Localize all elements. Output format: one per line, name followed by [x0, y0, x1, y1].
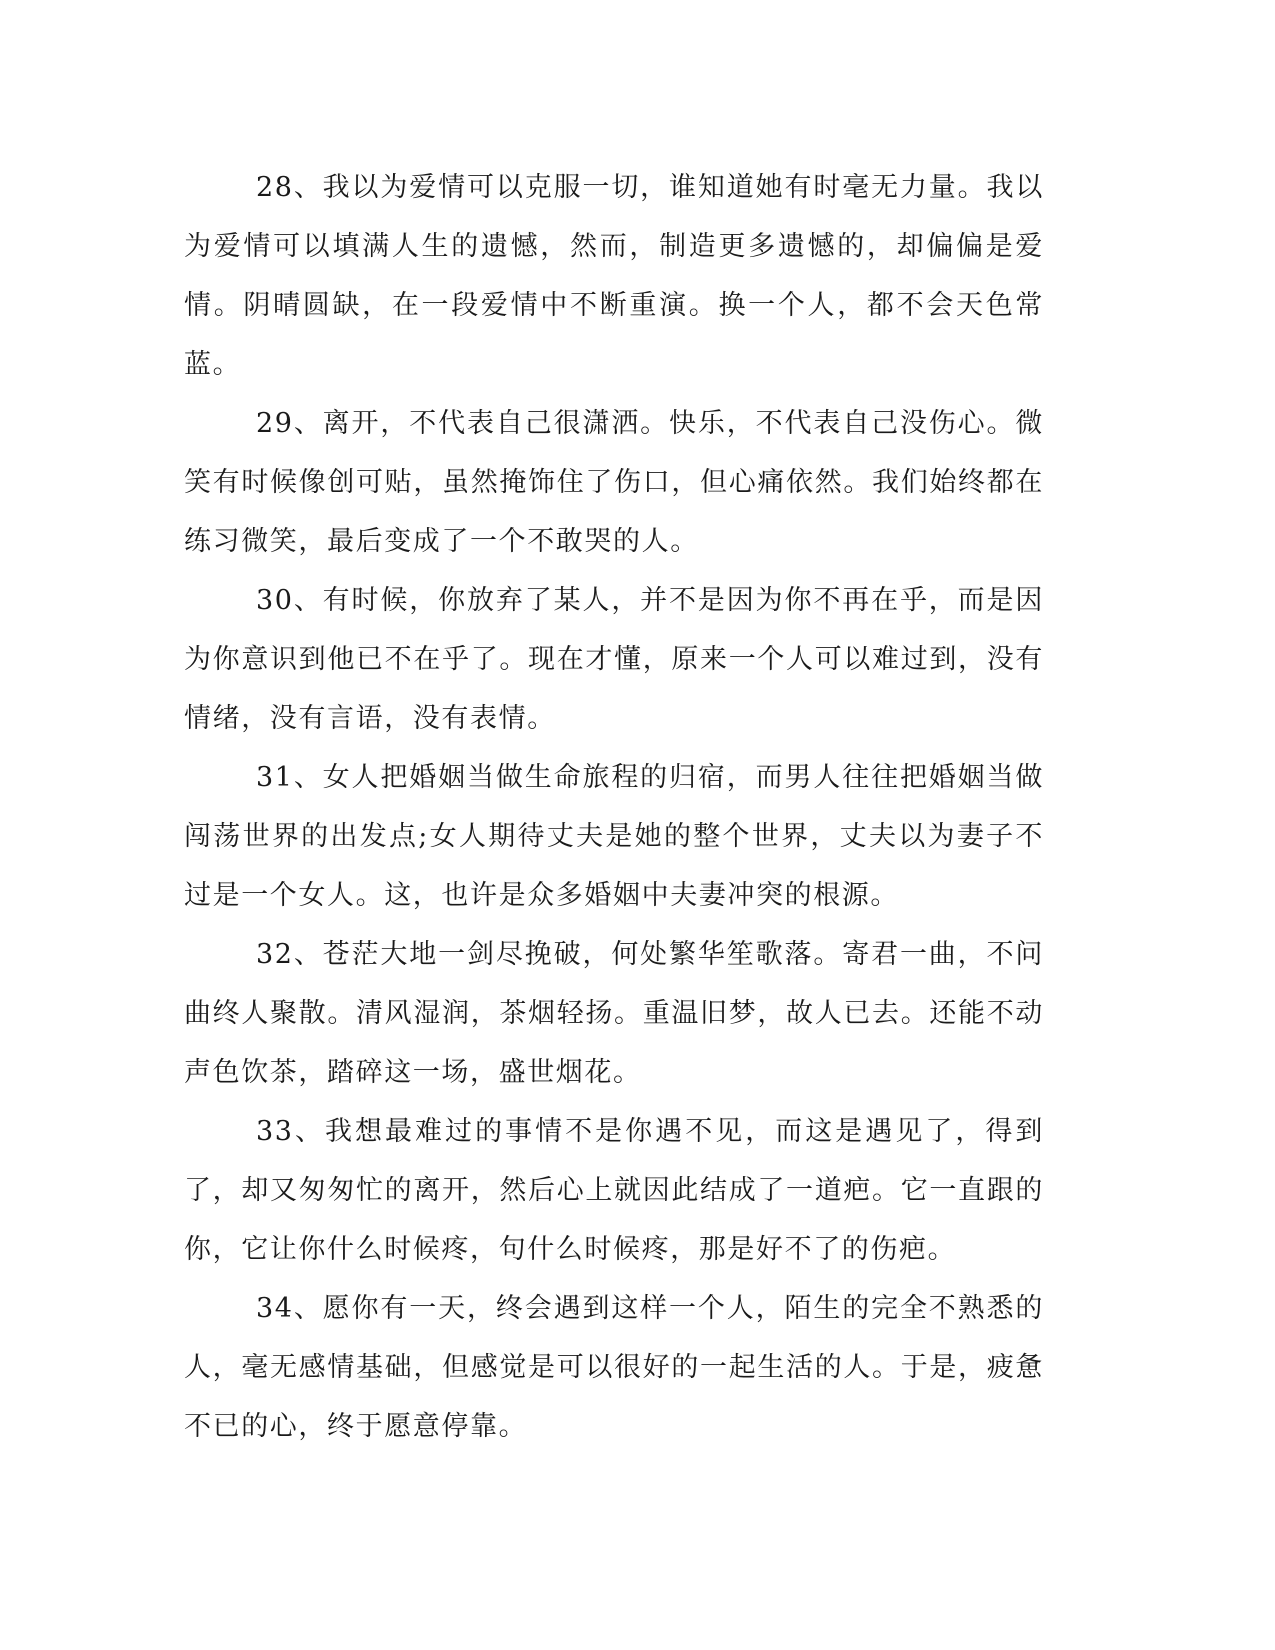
document-body: [184, 158, 1044, 1456]
paragraph-32: 32、苍茫大地一剑尽挽破，何处繁华笙歌落。寄君一曲，不问曲终人聚散。清风湿润，茶烟轻扬。重温旧梦，故人已去。还能不动声色饮茶，踏碎这一场，盛世烟花。: [184, 939, 1044, 1088]
paragraph-30: 30、有时候，你放弃了某人，并不是因为你不再在乎，而是因为你意识到他已不在乎了。现在才懂，原来一个人可以难过到，没有情绪，没有言语，没有表情。: [184, 585, 1044, 734]
paragraph-31: 31、女人把婚姻当做生命旅程的归宿，而男人往往把婚姻当做闯荡世界的出发点;女人期待丈夫是她的整个世界，丈夫以为妻子不过是一个女人。这，也许是众多婚姻中夫妻冲突的根源。: [184, 762, 1044, 911]
paragraph-33: 33、我想最难过的事情不是你遇不见，而这是遇见了，得到了，却又匆匆忙的离开，然后心上就因此结成了一道疤。它一直跟的你，它让你什么时候疼，句什么时候疼，那是好不了的伤疤。: [184, 1116, 1044, 1265]
paragraph-29: 29、离开，不代表自己很潇洒。快乐，不代表自己没伤心。微笑有时候像创可贴，虽然掩饰住了伤口，但心痛依然。我们始终都在练习微笑，最后变成了一个不敢哭的人。: [184, 408, 1044, 557]
paragraph-28: 28、我以为爱情可以克服一切，谁知道她有时毫无力量。我以为爱情可以填满人生的遗憾，然而，制造更多遗憾的，却偏偏是爱情。阴晴圆缺，在一段爱情中不断重演。换一个人，都不会天色常蓝。: [184, 172, 1044, 380]
paragraph-34: 34、愿你有一天，终会遇到这样一个人，陌生的完全不熟悉的人，毫无感情基础，但感觉是可以很好的一起生活的人。于是，疲惫不已的心，终于愿意停靠。: [184, 1293, 1044, 1442]
